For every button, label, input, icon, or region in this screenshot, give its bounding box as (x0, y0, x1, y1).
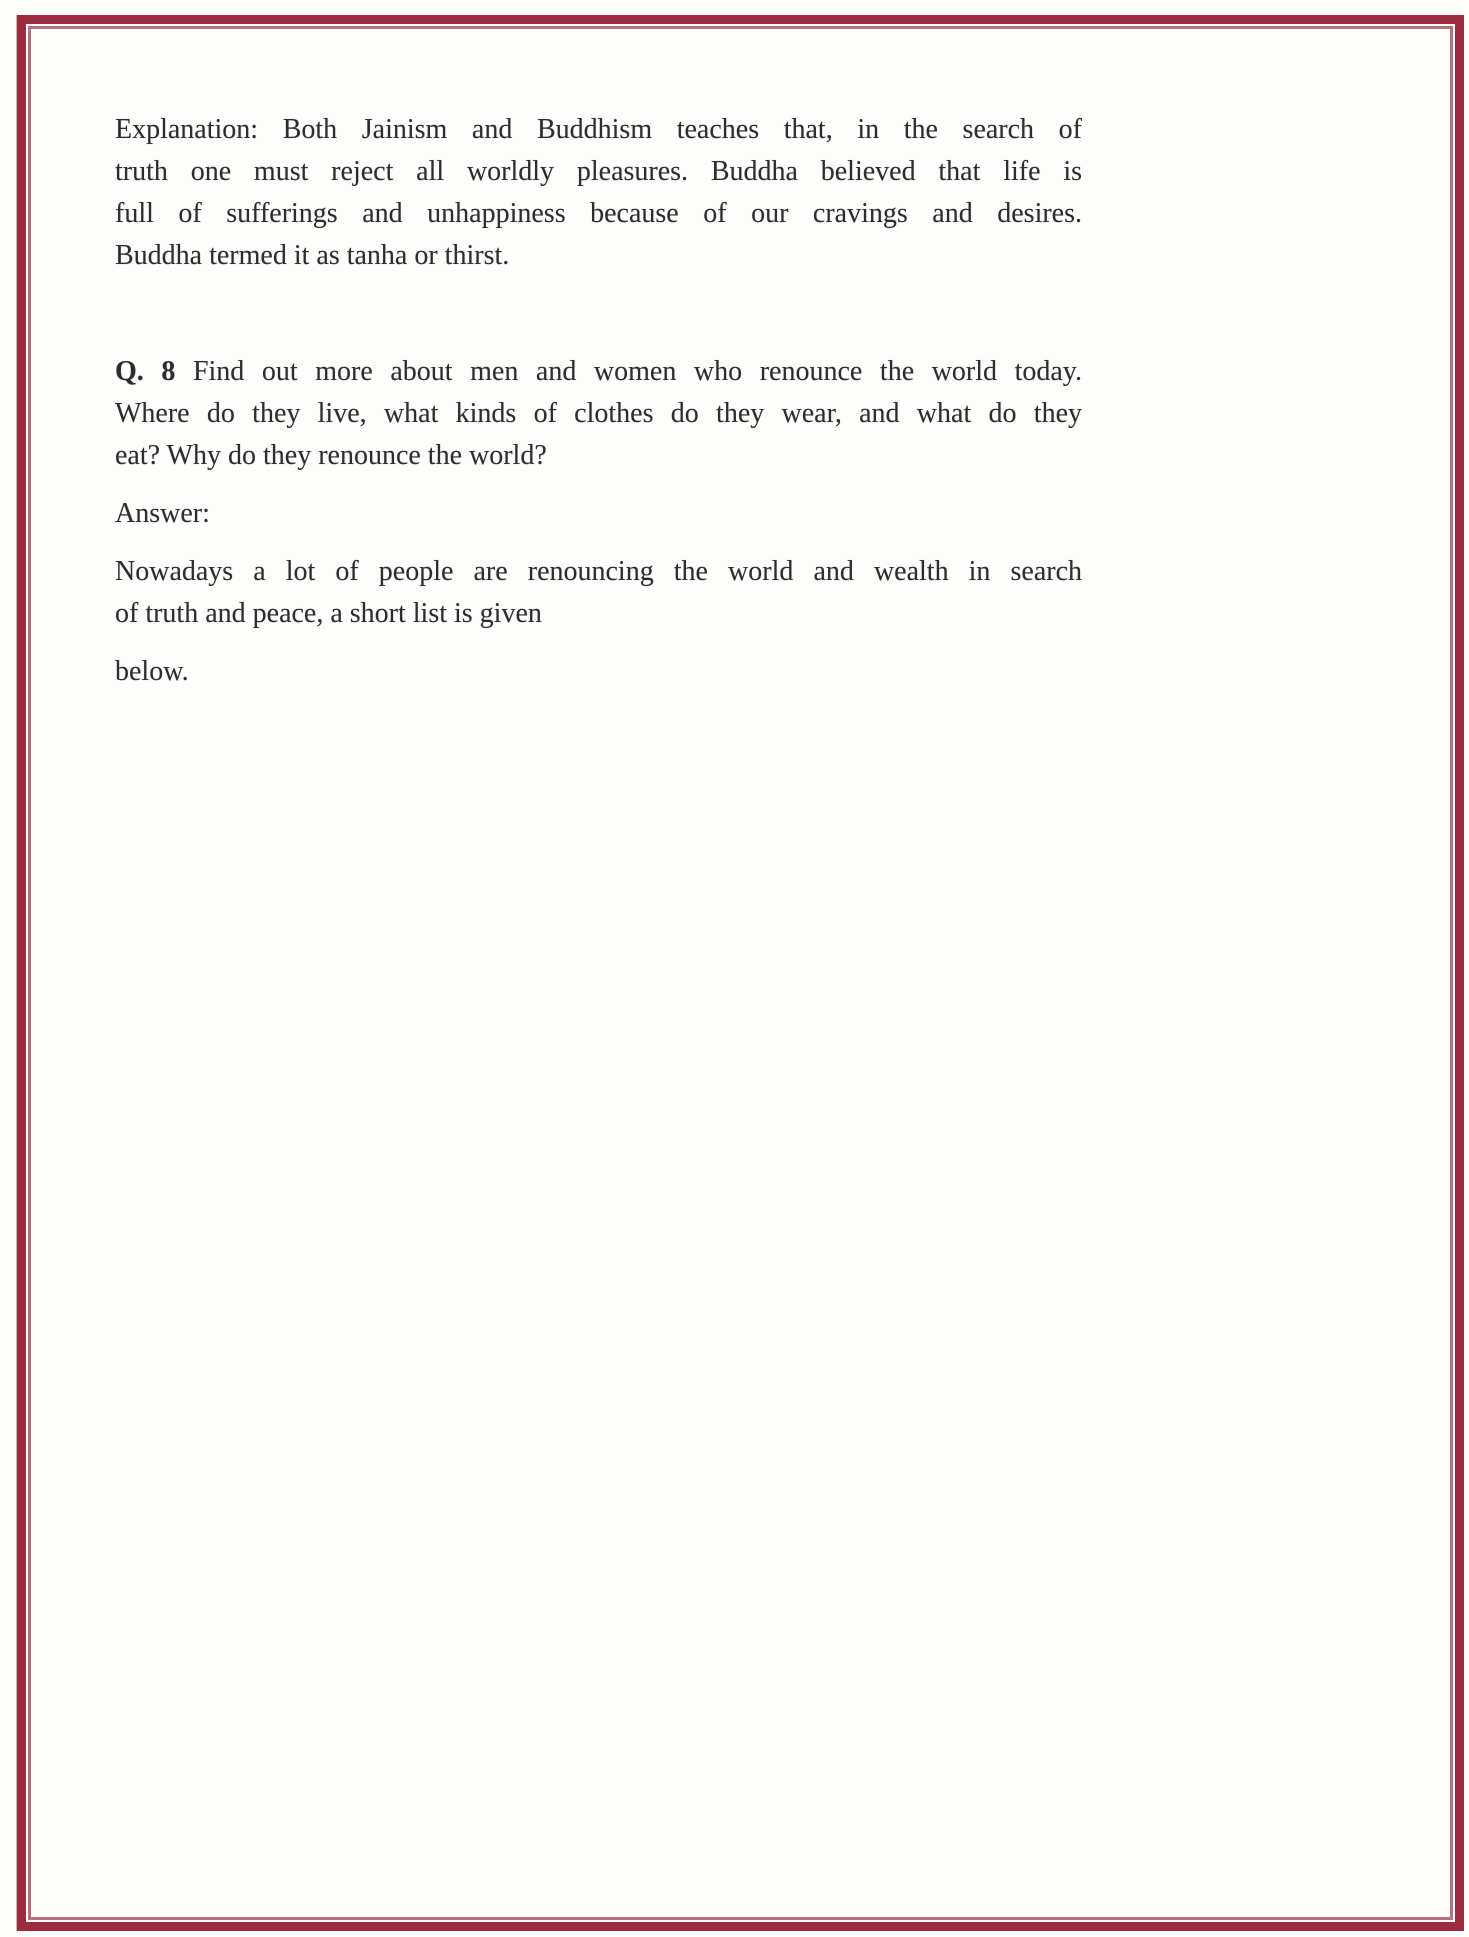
text-line: Explanation: Both Jainism and Buddhism teaches that, in the search of (115, 114, 1082, 145)
text-line: Q. 8 Find out more about men and women who renounce the world today. (115, 356, 1082, 387)
text-line: Where do they live, what kinds of clothes do they wear, and what do they (115, 398, 1082, 429)
question-number: Q. 8 (115, 356, 176, 387)
answer-paragraph-continued (115, 651, 1082, 693)
question-8-paragraph (115, 351, 1082, 477)
text-line: eat? Why do they renounce the world? (115, 440, 547, 471)
page-border-inner (28, 26, 1453, 1920)
answer-label (115, 493, 1082, 535)
explanation-paragraph (115, 109, 1082, 277)
text-line: Nowadays a lot of people are renouncing the world and wealth in search (115, 556, 1082, 587)
text-line: of truth and peace, a short list is given (115, 598, 542, 629)
text-line: below. (115, 656, 189, 687)
text-line: full of sufferings and unhappiness because of our cravings and desires. (115, 198, 1082, 229)
text-line: truth one must reject all worldly pleasures. Buddha believed that life is (115, 156, 1082, 187)
text-line: Answer: (115, 498, 210, 529)
page-content (31, 29, 1450, 1917)
answer-paragraph (115, 551, 1082, 635)
page-border-outer (17, 15, 1464, 1931)
text-line: Buddha termed it as tanha or thirst. (115, 240, 510, 271)
text-column (115, 109, 1082, 693)
